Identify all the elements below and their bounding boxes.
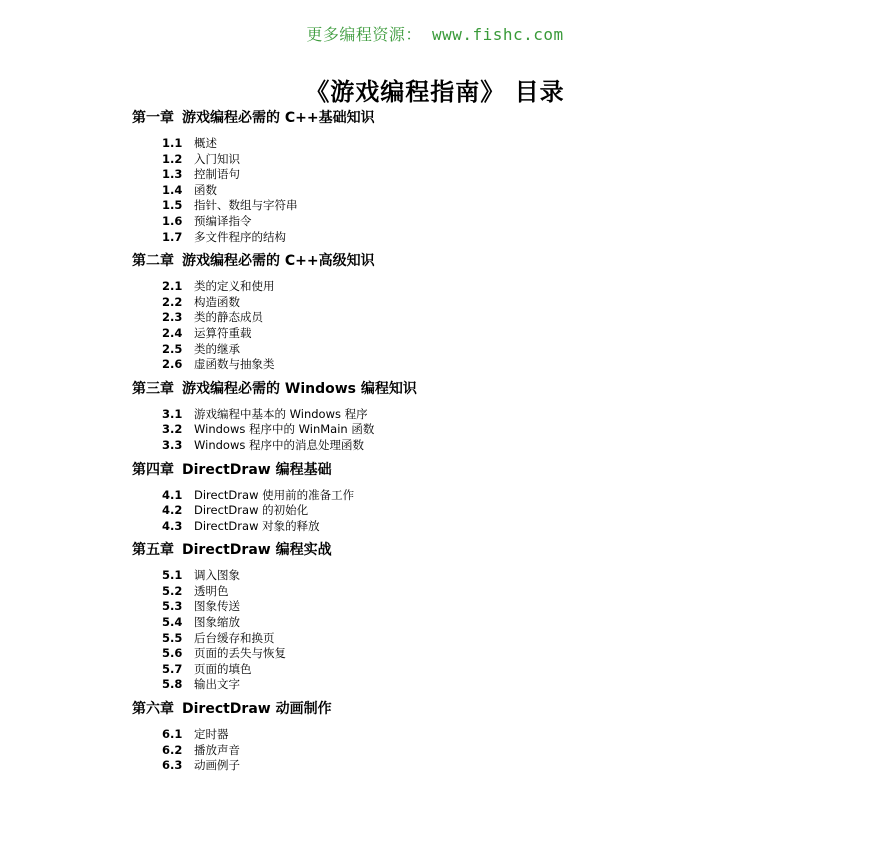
section-item (162, 662, 732, 678)
section-number: 2.3 (162, 310, 183, 325)
chapter (132, 251, 732, 373)
table-of-contents (132, 108, 732, 780)
section-number: 2.1 (162, 279, 183, 294)
section-title: DirectDraw 使用前的准备工作 (194, 487, 355, 502)
section-number: 2.4 (162, 325, 183, 340)
section-number: 4.3 (162, 518, 183, 533)
section-number: 6.1 (162, 727, 183, 742)
section-number: 1.1 (162, 136, 183, 150)
section-title: 概述 (194, 136, 217, 150)
section-number: 5.2 (162, 583, 183, 598)
chapter (132, 460, 732, 535)
section-title: DirectDraw 对象的释放 (194, 518, 320, 533)
chapter-heading (132, 540, 732, 560)
section-number: 3.1 (162, 406, 183, 421)
chapter-title: 游戏编程必需的 C++基础知识 (182, 110, 375, 126)
chapter-number: 第三章 (132, 380, 174, 397)
section-number: 2.2 (162, 294, 183, 309)
section-item (162, 584, 732, 600)
section-number: 1.5 (162, 198, 183, 213)
section-title: 类的定义和使用 (194, 279, 275, 294)
section-item (162, 136, 732, 152)
section-item (162, 214, 732, 230)
section-list (132, 136, 732, 245)
section-title: Windows 程序中的 WinMain 函数 (194, 422, 375, 437)
section-item (162, 438, 732, 454)
section-item (162, 342, 732, 358)
section-number: 5.5 (162, 630, 183, 645)
section-number: 1.2 (162, 151, 183, 166)
section-item (162, 167, 732, 183)
section-title: 输出文字 (194, 677, 240, 692)
section-item (162, 357, 732, 373)
section-title: 图象缩放 (194, 615, 240, 630)
section-number: 2.5 (162, 341, 183, 356)
section-title: 后台缓存和换页 (194, 630, 275, 645)
section-number: 1.7 (162, 229, 183, 244)
chapter-title: DirectDraw 编程基础 (182, 461, 332, 478)
section-number: 4.2 (162, 503, 183, 518)
chapter-heading (132, 108, 732, 128)
section-item (162, 295, 732, 311)
chapter-title: DirectDraw 动画制作 (182, 701, 332, 718)
section-title: 页面的丢失与恢复 (194, 646, 286, 661)
section-title: 函数 (194, 182, 217, 197)
section-title: 透明色 (194, 583, 229, 598)
section-item (162, 198, 732, 214)
section-title: 类的静态成员 (194, 310, 263, 325)
section-item (162, 503, 732, 519)
section-title: 定时器 (194, 727, 229, 742)
section-number: 3.2 (162, 422, 183, 437)
section-item (162, 727, 732, 743)
section-number: 4.1 (162, 487, 183, 502)
section-number: 6.2 (162, 742, 183, 757)
section-title: 页面的填色 (194, 661, 252, 676)
section-title: 运算符重载 (194, 325, 252, 340)
section-title: Windows 程序中的消息处理函数 (194, 437, 364, 452)
section-item (162, 599, 732, 615)
chapter-title: 游戏编程必需的 Windows 编程知识 (182, 380, 417, 397)
chapter (132, 699, 732, 774)
section-item (162, 677, 732, 693)
section-item (162, 279, 732, 295)
chapter (132, 108, 732, 245)
section-item (162, 326, 732, 342)
section-item (162, 183, 732, 199)
section-number: 5.8 (162, 677, 183, 692)
chapter-number: 第六章 (132, 701, 174, 718)
section-title: 虚函数与抽象类 (194, 357, 275, 372)
section-title: 控制语句 (194, 167, 240, 182)
chapter (132, 540, 732, 693)
section-title: 入门知识 (194, 151, 240, 166)
section-item (162, 615, 732, 631)
chapter-number: 第五章 (132, 542, 174, 559)
chapter-heading (132, 251, 732, 271)
section-number: 5.6 (162, 646, 183, 661)
section-number: 1.6 (162, 213, 183, 228)
section-number: 2.6 (162, 357, 183, 372)
section-number: 5.4 (162, 615, 183, 630)
section-number: 6.3 (162, 758, 183, 773)
chapter-number: 第二章 (132, 253, 174, 270)
chapter-number: 第四章 (132, 461, 174, 478)
section-item (162, 407, 732, 423)
section-title: 游戏编程中基本的 Windows 程序 (194, 406, 368, 421)
section-title: 动画例子 (194, 758, 240, 773)
section-number: 3.3 (162, 437, 183, 452)
chapter-heading (132, 699, 732, 719)
section-item (162, 568, 732, 584)
section-item (162, 488, 732, 504)
section-list (132, 568, 732, 693)
section-number: 5.1 (162, 568, 183, 583)
section-item (162, 743, 732, 759)
section-title: 图象传送 (194, 599, 240, 614)
chapter (132, 379, 732, 454)
chapter-title: DirectDraw 编程实战 (182, 542, 332, 559)
section-number: 1.4 (162, 182, 183, 197)
section-list (132, 488, 732, 535)
section-item (162, 631, 732, 647)
section-item (162, 422, 732, 438)
section-number: 5.3 (162, 599, 183, 614)
document-title: 《游戏编程指南》 目录 (305, 78, 565, 106)
section-item (162, 646, 732, 662)
section-title: 调入图象 (194, 568, 240, 583)
section-item (162, 758, 732, 774)
section-list (132, 407, 732, 454)
section-title: 指针、数组与字符串 (194, 198, 298, 213)
section-number: 5.7 (162, 661, 183, 676)
section-title: 预编译指令 (194, 213, 252, 228)
section-title: 多文件程序的结构 (194, 229, 286, 244)
section-title: DirectDraw 的初始化 (194, 503, 309, 518)
source-banner: 更多编程资源： www.fishc.com (306, 25, 564, 44)
section-list (132, 727, 732, 774)
section-title: 类的继承 (194, 341, 240, 356)
section-item (162, 519, 732, 535)
chapter-heading (132, 460, 732, 480)
section-title: 构造函数 (194, 294, 240, 309)
section-item (162, 310, 732, 326)
chapter-title: 游戏编程必需的 C++高级知识 (182, 253, 375, 270)
chapter-heading (132, 379, 732, 399)
section-number: 1.3 (162, 167, 183, 182)
chapter-number: 第一章 (132, 110, 174, 126)
section-item (162, 152, 732, 168)
section-list (132, 279, 732, 373)
section-title: 播放声音 (194, 742, 240, 757)
section-item (162, 230, 732, 246)
